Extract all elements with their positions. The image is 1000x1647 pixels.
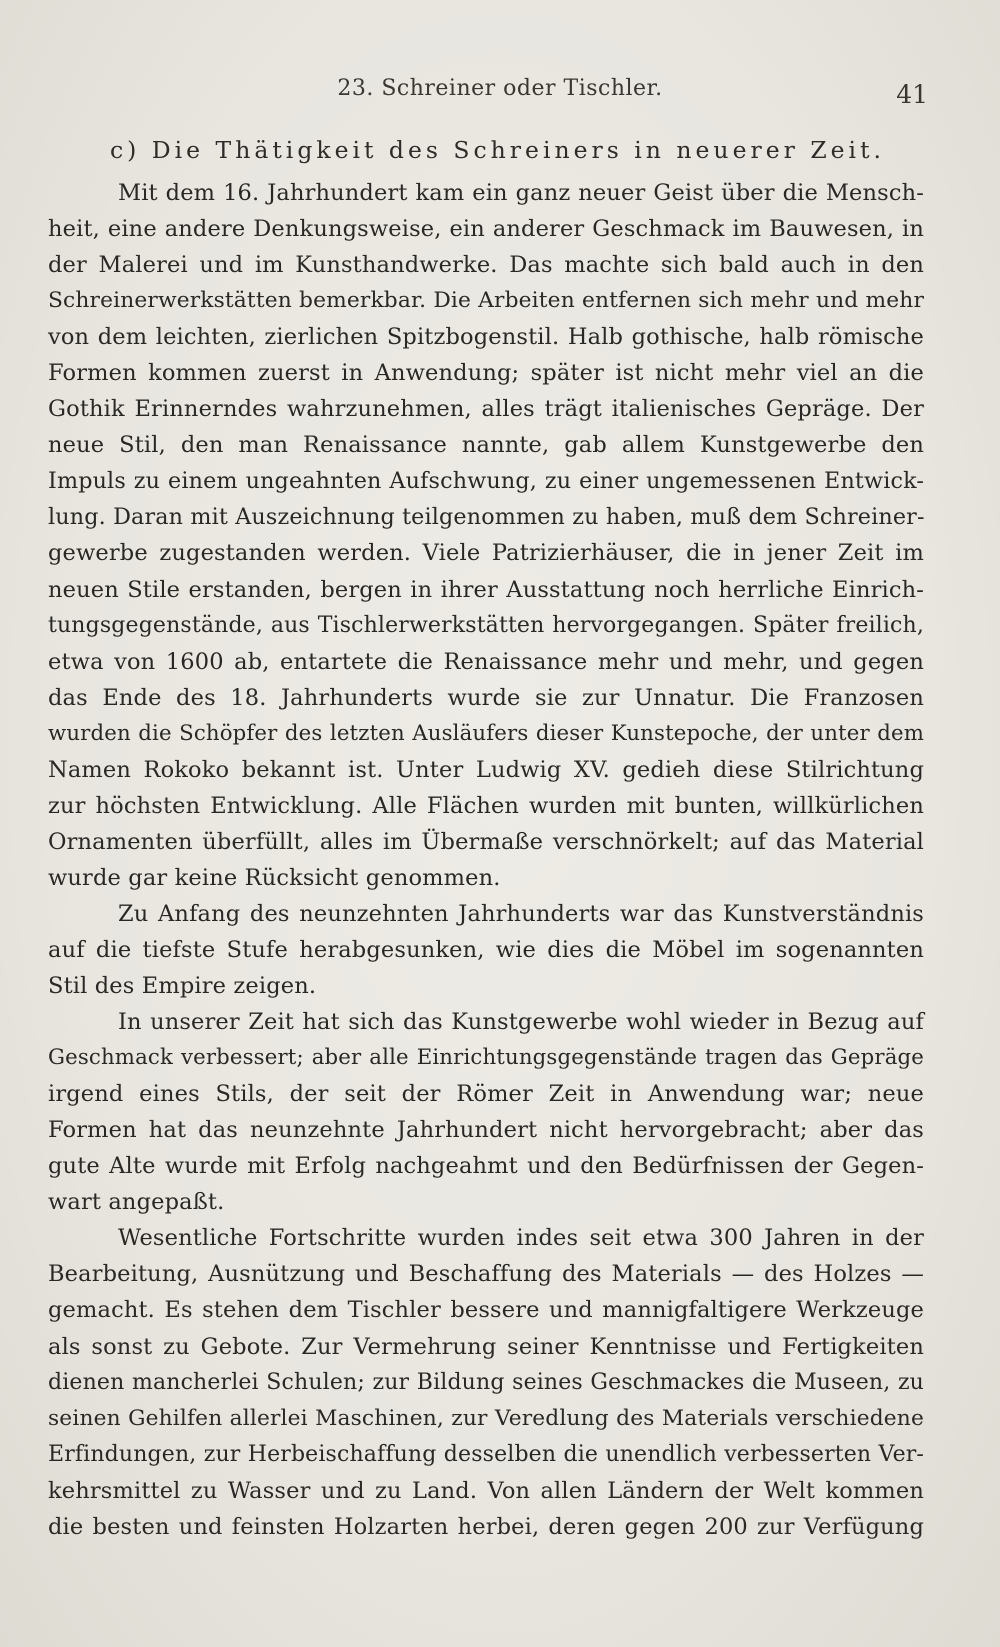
- text-line: auf die tiefste Stufe herabgesunken, wie dies die Möbel im sogenannten: [48, 936, 924, 963]
- text-line: Gothik Erinnerndes wahrzunehmen, alles trägt italienisches Gepräge. Der: [48, 396, 924, 423]
- text-line: heit, eine andere Denkungsweise, ein anderer Geschmack im Bauwesen, in: [48, 216, 924, 243]
- text-line: gewerbe zugestanden werden. Viele Patrizierhäuser, die in jener Zeit im: [48, 540, 924, 567]
- text-line: tungsgegenstände, aus Tischlerwerkstätten hervorgegangen. Später freilich,: [48, 612, 924, 638]
- text-line: das Ende des 18. Jahrhunderts wurde sie zur Unnatur. Die Franzosen: [48, 684, 924, 711]
- text-line: gute Alte wurde mit Erfolg nachgeahmt und den Bedürfnissen der Gegen-: [48, 1153, 924, 1180]
- text-line: die besten und feinsten Holzarten herbei, deren gegen 200 zur Verfügung: [48, 1513, 924, 1540]
- page-number: 41: [896, 80, 928, 109]
- text-line: Formen kommen zuerst in Anwendung; später ist nicht mehr viel an die: [48, 360, 924, 387]
- text-line: seinen Gehilfen allerlei Maschinen, zur Veredlung des Materials verschiedene: [48, 1405, 924, 1431]
- text-line: Wesentliche Fortschritte wurden indes seit etwa 300 Jahren in der: [118, 1225, 924, 1252]
- text-line: neue Stil, den man Renaissance nannte, gab allem Kunstgewerbe den: [48, 432, 924, 459]
- text-line: Zu Anfang des neunzehnten Jahrhunderts war das Kunstverständnis: [118, 900, 924, 927]
- text-line: als sonst zu Gebote. Zur Vermehrung seiner Kenntnisse und Fertigkeiten: [48, 1333, 924, 1360]
- text-line: wurde gar keine Rücksicht genommen.: [48, 864, 501, 891]
- text-line: Impuls zu einem ungeahnten Aufschwung, zu einer ungemessenen Entwick-: [48, 468, 924, 495]
- text-line: In unserer Zeit hat sich das Kunstgewerbe wohl wieder in Bezug auf: [118, 1009, 924, 1036]
- text-line: kehrsmittel zu Wasser und zu Land. Von allen Ländern der Welt kommen: [48, 1477, 924, 1504]
- body-text: [48, 175, 924, 1545]
- text-line: wart angepaßt.: [48, 1189, 225, 1216]
- text-line: von dem leichten, zierlichen Spitzbogenstil. Halb gothische, halb römische: [48, 324, 924, 351]
- text-line: neuen Stile erstanden, bergen in ihrer Ausstattung noch herrliche Einrich-: [48, 576, 924, 603]
- text-line: irgend eines Stils, der seit der Römer Zeit in Anwendung war; neue: [48, 1081, 924, 1108]
- running-head: 23. Schreiner oder Tischler.: [337, 76, 663, 101]
- text-line: lung. Daran mit Auszeichnung teilgenommen zu haben, muß dem Schreiner-: [48, 504, 925, 531]
- text-line: Geschmack verbessert; aber alle Einrichtungsgegenstände tragen das Gepräge: [48, 1045, 924, 1071]
- section-heading: c) Die Thätigkeit des Schreiners in neuerer Zeit.: [110, 136, 885, 164]
- text-line: Erfindungen, zur Herbeischaffung desselben die unendlich verbesserten Ver-: [48, 1441, 924, 1467]
- text-line: Ornamenten überfüllt, alles im Übermaße verschnörkelt; auf das Material: [48, 828, 924, 855]
- text-line: Bearbeitung, Ausnützung und Beschaffung des Materials — des Holzes —: [48, 1261, 924, 1288]
- text-line: Mit dem 16. Jahrhundert kam ein ganz neuer Geist über die Mensch-: [118, 180, 924, 206]
- text-line: dienen mancherlei Schulen; zur Bildung seines Geschmackes die Museen, zu: [48, 1369, 924, 1395]
- text-line: Schreinerwerkstätten bemerkbar. Die Arbeiten entfernen sich mehr und mehr: [48, 288, 924, 314]
- text-line: zur höchsten Entwicklung. Alle Flächen wurden mit bunten, willkürlichen: [48, 792, 924, 819]
- text-line: Stil des Empire zeigen.: [48, 973, 317, 1000]
- text-line: Formen hat das neunzehnte Jahrhundert nicht hervorgebracht; aber das: [48, 1117, 924, 1144]
- text-line: Namen Rokoko bekannt ist. Unter Ludwig XV. gedieh diese Stilrichtung: [48, 756, 924, 783]
- text-line: etwa von 1600 ab, entartete die Renaissance mehr und mehr, und gegen: [48, 648, 924, 675]
- text-line: wurden die Schöpfer des letzten Ausläufers dieser Kunstepoche, der unter dem: [48, 720, 924, 746]
- text-line: gemacht. Es stehen dem Tischler bessere und mannigfaltigere Werkzeuge: [48, 1297, 924, 1324]
- text-line: der Malerei und im Kunsthandwerke. Das machte sich bald auch in den: [48, 252, 924, 279]
